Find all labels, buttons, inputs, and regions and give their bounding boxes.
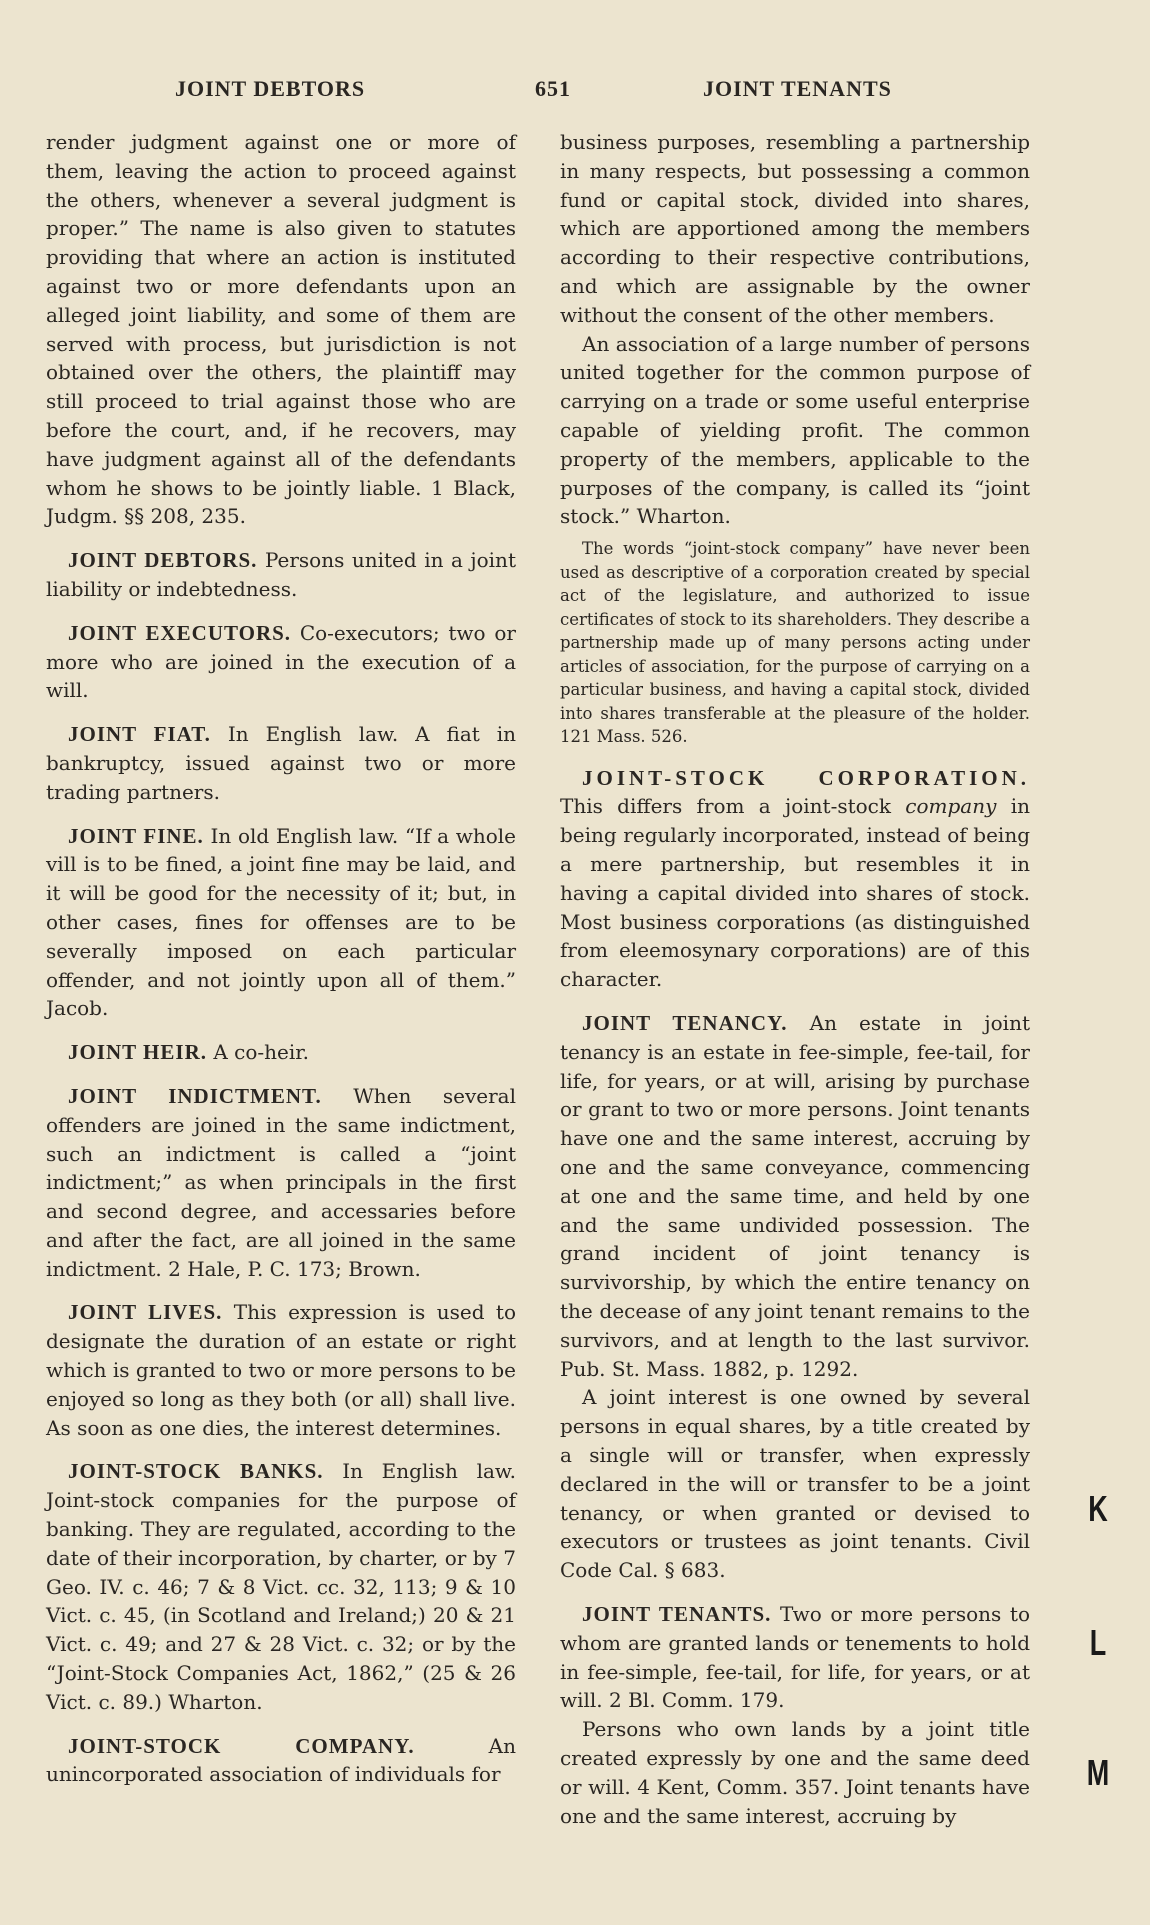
left-column	[46, 128, 516, 1789]
thumb-index-tab-l: L	[1089, 1622, 1107, 1663]
entry-joint-executors	[46, 619, 516, 705]
entry-definition: This differs from a joint-stock	[560, 794, 906, 819]
entry-term: JOINT LIVES.	[68, 1300, 223, 1325]
entry-definition: In English law. A fiat in bankruptcy, issued against two or more trading partners.	[46, 722, 516, 804]
entry-definition: When several offenders are joined in the same indictment, such an indictment is called a “joint indictment;” as when principals in the first and second degree, and accessaries before and after the fact, are all joined in the same indictment. 2 Hale, P. C. 173; Brown.	[46, 1083, 516, 1281]
running-header	[0, 70, 1150, 110]
entry-term: JOINT-STOCK CORPORATION.	[582, 765, 1030, 790]
entry-definition: This expression is used to designate the duration of an estate or right which is granted to two or more persons to be enjoyed so long as they both (or all) shall live. As soon as one dies, the interest determines.	[46, 1300, 516, 1440]
entry-joint-tenants	[560, 1600, 1030, 1715]
entry-term: JOINT TENANTS.	[582, 1601, 772, 1626]
entry-joint-fiat	[46, 720, 516, 806]
entry-term: JOINT DEBTORS.	[68, 548, 258, 573]
entry-term: JOINT HEIR.	[68, 1040, 207, 1065]
emphasized-word: company	[905, 794, 997, 819]
entry-definition: An estate in joint tenancy is an estate in fee-simple, fee-tail, for life, for years, or at will, arising by purchase or grant to two or more persons. Joint tenants have one and the same interest, accruing by one and the same conveyance, commencing at one and the same time, and held by one and the same undivided possession. The grand incident of joint tenancy is survivorship, by which the entire tenancy on the decease of any joint tenant remains to the survivors, and at length to the last survivor. Pub. St. Mass. 1882, p. 1292.	[560, 1011, 1030, 1381]
header-right-guide-word: JOINT TENANTS	[703, 76, 892, 101]
entry-term: JOINT FIAT.	[68, 722, 211, 747]
continued-paragraph: render judgment against one or more of them, leaving the action to proceed against the others, whenever a several judgment is proper.” The name is also given to statutes providing that where an action is instituted against two or more defendants upon an alleged joint liability, and some of them are served with process, but jurisdiction is not obtained over the others, the plaintiff may still proceed to trial against those who are before the court, and, if he recovers, may have judgment against all of the defendants whom he shows to be jointly liable. 1 Black, Judgm. §§ 208, 235.	[46, 130, 516, 529]
entry-joint-lives	[46, 1298, 516, 1442]
thumb-index-tab-m: M	[1086, 1752, 1110, 1793]
entry-joint-indictment	[46, 1082, 516, 1284]
continued-paragraph: business purposes, resembling a partnership in many respects, but possessing a common fund or capital stock, divided into shares, which are apportioned among the members according to their respective contributions, and which are assignable by the owner without the consent of the other members.	[560, 130, 1030, 327]
entry-definition: In English law. Joint-stock companies for the purpose of banking. They are regulated, according to the date of their incorporation, by charter, or by 7 Geo. IV. c. 46; 7 & 8 Vict. cc. 32, 113; 9 & 10 Vict. c. 45, (in Scotland and Ireland;) 20 & 21 Vict. c. 49; and 27 & 28 Vict. c. 32; or by the “Joint-Stock Companies Act, 1862,” (25 & 26 Vict. c. 89.) Wharton.	[46, 1459, 516, 1714]
entry-term: JOINT-STOCK BANKS.	[68, 1459, 324, 1484]
definition-paragraph: A joint interest is one owned by several persons in equal shares, by a title created by a single will or transfer, when expressly declared in the will or transfer to be a joint tenancy, or when granted or devised to executors or trustees as joint tenants. Civil Code Cal. § 683.	[560, 1385, 1030, 1583]
entry-joint-stock-company	[46, 1732, 516, 1790]
header-left-guide-word: JOINT DEBTORS	[175, 76, 366, 101]
entry-definition: Persons united in a joint liability or indebtedness.	[46, 548, 516, 601]
page-number: 651	[535, 76, 571, 101]
entry-joint-stock-corporation	[560, 764, 1030, 994]
entry-joint-heir	[46, 1038, 516, 1067]
definition-paragraph: An association of a large number of persons united together for the common purpose of carrying on a trade or some useful enterprise capable of yielding profit. The common property of the members, applicable to the purposes of the company, is called its “joint stock.” Wharton.	[560, 331, 1030, 529]
entry-term: JOINT FINE.	[68, 823, 204, 848]
entry-definition: Co-executors; two or more who are joined in the execution of a will.	[46, 620, 516, 703]
entry-definition-continued: in being regularly incorporated, instead of being a mere partnership, but resembles it in having a capital divided into shares of stock. Most business corporations (as distinguished from eleemosynary corporations) are of this character.	[560, 794, 1030, 992]
editorial-note: The words “joint-stock company” have never been used as descriptive of a corporation created by special act of the legislature, and authorized to issue certificates of stock to its shareholders. They describe a partnership made up of many persons acting under articles of association, for the purpose of carrying on a particular business, and having a capital stock, divided into shares transferable at the pleasure of the holder. 121 Mass. 526.	[560, 539, 1030, 747]
entry-term: JOINT EXECUTORS.	[68, 620, 292, 645]
entry-term: JOINT TENANCY.	[582, 1011, 788, 1036]
entry-joint-stock-banks	[46, 1457, 516, 1716]
entry-definition: Two or more persons to whom are granted lands or tenements to hold in fee-simple, fee-tail, for life, for years, or at will. 2 Bl. Comm. 179.	[560, 1601, 1030, 1713]
entry-definition: An unincorporated association of individuals for	[46, 1733, 517, 1787]
right-column	[560, 128, 1030, 1830]
entry-term: JOINT-STOCK COMPANY.	[68, 1733, 415, 1758]
entry-joint-fine	[46, 822, 516, 1024]
definition-paragraph: Persons who own lands by a joint title created expressly by one and the same deed or will. 4 Kent, Comm. 357. Joint tenants have one and the same interest, accruing by	[560, 1717, 1030, 1828]
entry-joint-tenancy	[560, 1009, 1030, 1383]
entry-term: JOINT INDICTMENT.	[68, 1083, 322, 1108]
thumb-index-tab-k: K	[1088, 1488, 1108, 1529]
entry-definition: In old English law. “If a whole vill is to be fined, a joint fine may be laid, and it will be good for the necessity of it; but, in other cases, fines for offenses are to be severally imposed on each particular offender, and not jointly upon all of them.” Jacob.	[46, 823, 516, 1021]
entry-joint-debtors	[46, 546, 516, 604]
entry-definition: A co-heir.	[206, 1040, 309, 1065]
